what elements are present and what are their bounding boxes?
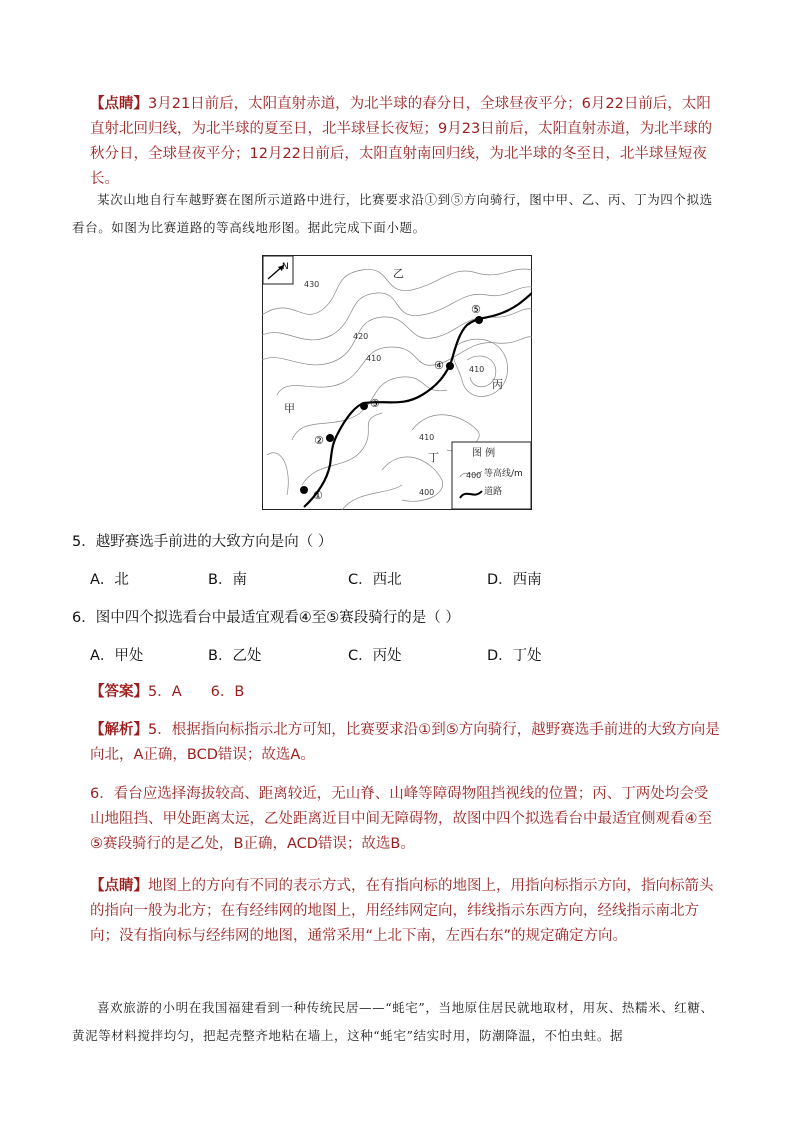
analysis-paragraph-2: 6．看台应选择海拔较高、距离较近，无山脊、山峰等障碍物阻挡视线的位置；丙、丁两处均会受山地阻挡、甲处距离太远，乙处距离近目中间无障碍物，故图中四个拟选看台中最适宜侧观看④至⑤赛段骑行的是乙处，B正确，ACD错误；故选B。	[90, 786, 712, 852]
tip-text-1: 3月21日前后，太阳直射赤道，为北半球的春分日，全球昼夜平分；6月22日前后，太阳直射北回归线，为北半球的夏至日，北半球昼长夜短；9月23日前后，太阳直射赤道，为北半球的秋分日，全球昼夜平分；12月22日前后，太阳直射南回归线，为北半球的冬至日，北半球昼短夜长。	[90, 96, 713, 187]
road-point-4	[446, 362, 454, 370]
tip-paragraph-1	[90, 92, 715, 192]
legend-road-label: 道路	[484, 487, 503, 497]
contour-label: 400	[419, 488, 435, 497]
contour-label: 410	[469, 365, 485, 374]
answer-line	[90, 680, 720, 705]
site-label-ding: 丁	[428, 451, 439, 464]
site-label-bing: 丙	[492, 378, 503, 391]
point-label-2: ②	[314, 434, 324, 447]
question-5-stem: 5．越野赛选手前进的大致方向是向（ ）	[72, 534, 333, 550]
answer-tag: 【答案】	[90, 684, 148, 700]
option-a: A．甲处	[90, 648, 144, 664]
contour-label: 410	[366, 354, 382, 363]
site-label-jia: 甲	[284, 402, 295, 415]
point-label-4: ④	[434, 359, 444, 372]
next-question-intro: 喜欢旅游的小明在我国福建看到一种传统民居——“蚝宅”，当地原住居民就地取材，用灰、热糯米、红糖、黄泥等材料搅拌均匀，把起壳整齐地粘在墙上，这种“蚝宅”结实时用，防潮降温，不怕虫蛀。据	[72, 1000, 714, 1043]
tip-tag-1: 【点睛】	[90, 96, 148, 112]
option-a: A．北	[90, 572, 129, 588]
contour-label: 420	[353, 332, 369, 341]
tip-paragraph-2	[90, 874, 720, 949]
tip-text-2: 地图上的方向有不同的表示方式，在有指向标的地图上，用指向标指示方向，指向标箭头的指向一般为北方；在有经纬网的地图上，用经纬网定向，纬线指示东西方向，经线指示南北方向；没有指向标与经纬网的地图，通常采用“上北下南，左西右东”的规定确定方向。	[90, 878, 714, 944]
option-c: C．西北	[348, 572, 402, 588]
legend-title: 图 例	[472, 448, 496, 459]
contour-map	[262, 255, 532, 511]
point-label-5: ⑤	[471, 303, 481, 316]
point-label-3: ③	[370, 397, 380, 410]
legend-contour-label: 等高线/m	[484, 469, 523, 479]
question-intro: 某次山地自行车越野赛在图所示道路中进行，比赛要求沿①到⑤方向骑行，图中甲、乙、丙、丁为四个拟选看台。如图为比赛道路的等高线地形图。据此完成下面小题。	[72, 192, 713, 235]
road-point-2	[326, 434, 334, 442]
north-label: N	[282, 262, 289, 272]
tip-tag-2: 【点睛】	[90, 878, 148, 894]
point-label-1: ①	[313, 489, 323, 502]
question-6-stem: 6．图中四个拟选看台中最适宜观看④至⑤赛段骑行的是（ ）	[72, 610, 460, 626]
site-label-yi: 乙	[393, 267, 404, 280]
analysis-tag: 【解析】	[90, 722, 148, 738]
option-b: B．南	[208, 572, 247, 588]
road-point-5	[475, 316, 483, 324]
analysis-text-1: 5．根据指向标指示北方可知，比赛要求沿①到⑤方向骑行，越野赛选手前进的大致方向是向北，A正确，BCD错误；故选A。	[90, 722, 720, 763]
legend-contour-value: 400	[466, 471, 482, 480]
contour-label: 430	[304, 280, 320, 289]
option-c: C．丙处	[348, 648, 402, 664]
answer-text: 5．A 6．B	[148, 684, 245, 700]
option-b: B．乙处	[208, 648, 262, 664]
option-d: D．西南	[487, 572, 542, 588]
contour-label: 410	[419, 433, 435, 442]
road-point-1	[300, 486, 308, 494]
road-point-3	[360, 402, 368, 410]
option-d: D．丁处	[487, 648, 542, 664]
analysis-paragraph-1	[90, 718, 720, 768]
